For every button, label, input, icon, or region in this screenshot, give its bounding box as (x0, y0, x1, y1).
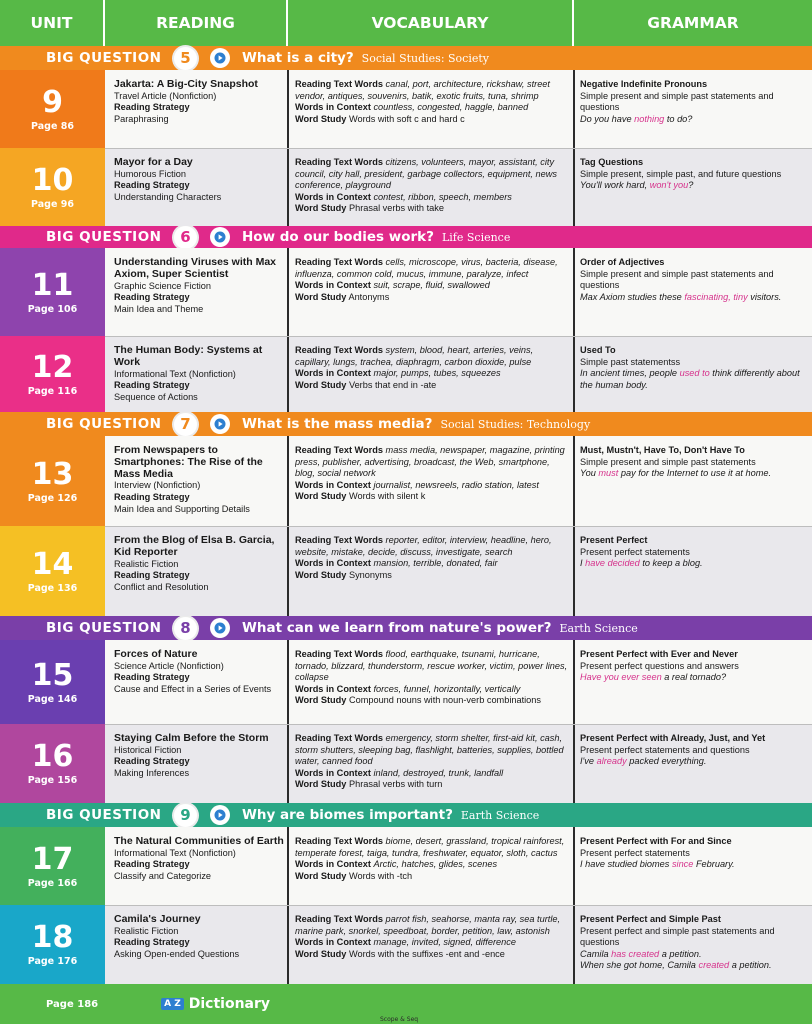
big-question-number: 5 (172, 45, 199, 72)
big-question-number: 7 (172, 411, 199, 438)
reading-type: Informational Text (Nonfiction) (114, 847, 236, 858)
vocabulary-cell (295, 836, 571, 904)
rtw-label: Reading Text Words (295, 345, 383, 355)
wic-label: Words in Context (295, 558, 371, 569)
big-question-number: 9 (172, 802, 199, 829)
grammar-example (580, 672, 806, 684)
wic-words: mansion, terrible, donated, fair (373, 558, 498, 569)
example-text: I have studied biomes (580, 859, 672, 870)
play-icon[interactable] (210, 227, 230, 247)
rtw-words: canal, port, architecture, rickshaw, street vendor, antiques, souvenirs, batik, exotic fruits, tuna, shrimp (295, 79, 550, 101)
reading-cell (114, 535, 284, 615)
grammar-cell (580, 345, 806, 411)
header-unit: UNIT (0, 0, 105, 46)
unit-number-block (0, 827, 105, 905)
rtw-words: flood, earthquake, tsunami, hurricane, tornado, blizzard, thunderstorm, rescue worker, victim, power lines, collapse (295, 649, 568, 683)
wic-words: inland, destroyed, trunk, landfall (373, 767, 504, 778)
reading-cell (114, 914, 284, 983)
grammar-cell (580, 649, 806, 723)
table-header (0, 0, 812, 46)
unit-page: Page 126 (27, 492, 78, 504)
wic-label: Words in Context (295, 280, 371, 291)
reading-type: Travel Article (Nonfiction) (114, 90, 217, 101)
example-highlight: fascinating, tiny (684, 291, 748, 302)
rtw-words: citizens, volunteers, mayor, assistant, city council, city hall, president, garbage collectors, equipment, news conference, playground (295, 157, 557, 191)
example-text: ? (688, 180, 694, 191)
column-divider (573, 640, 575, 803)
example-highlight: used to (679, 368, 710, 379)
example-highlight: must (598, 468, 619, 479)
grammar-example (580, 180, 806, 192)
wic-words: Arctic, hatches, glides, scenes (373, 859, 498, 870)
unit-number-block (0, 526, 105, 616)
reading-strategy-label: Reading Strategy (114, 859, 190, 870)
reading-cell (114, 257, 284, 335)
rtw-label: Reading Text Words (295, 836, 383, 846)
reading-title: Camila's Journey (114, 914, 201, 925)
ws-label: Word Study (295, 379, 347, 390)
reading-strategy: Main Idea and Theme (114, 303, 204, 314)
reading-cell (114, 445, 284, 525)
wic-words: forces, funnel, horizontally, vertically (373, 683, 521, 694)
row-divider (105, 148, 812, 149)
grammar-description: Present perfect and simple past statements and questions (580, 925, 775, 948)
big-question-subject: Life Science (441, 230, 511, 244)
example-text: You'll work hard, (580, 180, 650, 191)
example-highlight: nothing (634, 113, 665, 124)
grammar-description: Simple present and simple past statements and questions (580, 90, 774, 113)
ws-text: Phrasal verbs with take (348, 203, 444, 214)
reading-strategy: Paraphrasing (114, 113, 169, 124)
unit-number: 17 (31, 841, 74, 877)
reading-type: Historical Fiction (114, 744, 182, 755)
grammar-description: Present perfect questions and answers (580, 660, 739, 671)
big-question-label: BIG QUESTION (46, 229, 162, 245)
grammar-example (580, 114, 806, 126)
header-grammar: GRAMMAR (647, 14, 739, 32)
wic-label: Words in Context (295, 368, 371, 379)
example-text: Camila (580, 948, 612, 959)
rtw-label: Reading Text Words (295, 157, 383, 167)
unit-page: Page 156 (27, 775, 78, 786)
unit-page: Page 176 (27, 956, 78, 967)
play-icon[interactable] (210, 618, 230, 638)
ws-text: Compound nouns with noun-verb combinations (348, 695, 541, 706)
grammar-title: Present Perfect with For and Since (580, 836, 732, 846)
big-question-label: BIG QUESTION (46, 807, 162, 823)
dictionary-link[interactable]: Dictionary (188, 996, 271, 1012)
grammar-title: Used To (580, 345, 616, 355)
big-question-subject: Earth Science (559, 621, 638, 635)
reading-type: Informational Text (Nonfiction) (114, 368, 236, 379)
reading-type: Realistic Fiction (114, 558, 179, 569)
unit-number: 18 (31, 920, 74, 955)
reading-strategy-label: Reading Strategy (114, 756, 190, 767)
big-question-text: What can we learn from nature's power? (242, 620, 552, 636)
grammar-cell (580, 79, 806, 147)
reading-title: Staying Calm Before the Storm (114, 733, 269, 744)
vocabulary-cell (295, 535, 571, 615)
wic-label: Words in Context (295, 767, 371, 778)
grammar-cell (580, 157, 806, 225)
example-highlight: Have you ever seen (580, 672, 662, 683)
big-question-text: How do our bodies work? (242, 229, 434, 245)
unit-number-block (0, 148, 105, 226)
grammar-example (580, 756, 806, 768)
big-question-bar (0, 803, 812, 827)
big-question-subject: Social Studies: Technology (440, 417, 591, 431)
big-question-number: 8 (172, 615, 199, 642)
example-text: You (580, 468, 599, 479)
unit-number: 9 (42, 84, 63, 120)
reading-cell (114, 649, 284, 723)
example-text: When she got home, Camila (580, 960, 699, 971)
ws-text: Words with silent k (348, 491, 426, 502)
wic-label: Words in Context (295, 859, 371, 870)
rtw-label: Reading Text Words (295, 649, 383, 659)
grammar-title: Tag Questions (580, 157, 644, 167)
example-text: pay for the Internet to use it at home. (618, 468, 772, 479)
unit-number: 11 (31, 267, 74, 303)
wic-label: Words in Context (295, 937, 371, 948)
unit-page: Page 146 (27, 693, 78, 705)
big-question-number: 6 (172, 224, 199, 251)
big-question-text: What is the mass media? (242, 416, 433, 432)
unit-page: Page 136 (27, 582, 78, 594)
grammar-example (580, 468, 806, 480)
reading-type: Humorous Fiction (114, 168, 186, 179)
header-vocabulary: VOCABULARY (288, 0, 574, 46)
unit-number: 12 (31, 349, 74, 385)
unit-number-block (0, 70, 105, 148)
rtw-label: Reading Text Words (295, 257, 383, 267)
reading-type: Realistic Fiction (114, 925, 179, 936)
big-question-text: What is a city? (242, 50, 354, 66)
reading-strategy: Cause and Effect in a Series of Events (114, 683, 272, 694)
reading-strategy: Conflict and Resolution (114, 581, 209, 592)
big-question-label: BIG QUESTION (46, 620, 162, 636)
ws-label: Word Study (295, 695, 347, 706)
rtw-words: system, blood, heart, arteries, veins, capillary, lungs, trachea, diaphragm, carbon dioxide, pulse (295, 345, 534, 367)
vocabulary-cell (295, 79, 571, 147)
grammar-description: Present perfect statements (580, 546, 690, 557)
wic-words: contest, ribbon, speech, members (373, 191, 512, 202)
grammar-title: Present Perfect and Simple Past (580, 914, 721, 924)
ws-text: Words with the suffixes -ent and -ence (348, 948, 505, 959)
rtw-label: Reading Text Words (295, 733, 383, 743)
reading-strategy: Making Inferences (114, 767, 190, 778)
vocabulary-cell (295, 733, 571, 802)
vocabulary-cell (295, 157, 571, 225)
example-text: to do? (664, 113, 693, 124)
vocabulary-cell (295, 345, 571, 411)
reading-strategy: Sequence of Actions (114, 391, 198, 402)
column-divider (287, 640, 289, 803)
example-highlight: won't you (649, 180, 689, 191)
grammar-title: Negative Indefinite Pronouns (580, 79, 708, 89)
rtw-words: mass media, newspaper, magazine, printing press, publisher, advertising, broadcast, the Web, smartphone, blog, social network (295, 445, 565, 479)
ws-text: Antonyms (348, 291, 390, 302)
vocabulary-cell (295, 257, 571, 335)
unit-number: 10 (31, 162, 74, 198)
vocabulary-cell (295, 445, 571, 525)
grammar-description: Simple present and simple past statements and questions (580, 268, 774, 291)
unit-number-block (0, 336, 105, 412)
reading-title: The Human Body: Systems at Work (114, 345, 263, 368)
reading-strategy: Understanding Characters (114, 191, 222, 202)
grammar-example (580, 949, 806, 961)
reading-title: From the Blog of Elsa B. Garcia, Kid Reporter (114, 535, 275, 558)
rtw-words: biome, desert, grassland, tropical rainforest, temperate forest, taiga, tundra, freshwater, equator, sloth, cactus (295, 836, 565, 858)
reading-cell (114, 345, 284, 411)
grammar-example (580, 960, 806, 972)
unit-number-block (0, 724, 105, 803)
big-question-subject: Social Studies: Society (361, 51, 490, 65)
example-text: In ancient times, people (580, 368, 680, 379)
example-highlight: since (671, 859, 694, 870)
example-text: I (580, 558, 586, 569)
unit-number: 13 (31, 456, 74, 492)
example-text: I've (580, 756, 597, 767)
wic-words: journalist, newsreels, radio station, latest (373, 479, 539, 490)
play-icon[interactable] (210, 805, 230, 825)
example-text: a petition. (659, 948, 702, 959)
ws-label: Word Study (295, 569, 347, 580)
reading-cell (114, 79, 284, 147)
example-highlight: already (596, 756, 627, 767)
example-text: think differently about the human body. (580, 368, 800, 390)
grammar-title: Present Perfect (580, 535, 648, 545)
footer-dictionary[interactable] (0, 984, 812, 1024)
reading-strategy: Asking Open-ended Questions (114, 948, 240, 959)
reading-strategy: Main Idea and Supporting Details (114, 503, 250, 514)
grammar-description: Simple present and simple past statements (580, 456, 756, 467)
reading-title: Mayor for a Day (114, 157, 193, 168)
play-icon[interactable] (210, 48, 230, 68)
reading-cell (114, 157, 284, 225)
big-question-bar (0, 226, 812, 248)
example-text: visitors. (747, 291, 782, 302)
grammar-title: Present Perfect with Ever and Never (580, 649, 738, 659)
big-question-bar (0, 616, 812, 640)
reading-strategy-label: Reading Strategy (114, 380, 190, 391)
grammar-description: Present perfect statements (580, 847, 690, 858)
footer-tiny-text: Scope & Seq (380, 1016, 419, 1023)
rtw-words: parrot fish, seahorse, manta ray, sea turtle, marine park, snorkel, speedboat, border, petition, law, astonish (295, 914, 561, 936)
grammar-example (580, 859, 806, 871)
big-question-bar (0, 412, 812, 436)
wic-words: major, pumps, tubes, squeezes (373, 368, 501, 379)
unit-number-block (0, 905, 105, 984)
wic-label: Words in Context (295, 683, 371, 694)
column-divider (573, 248, 575, 412)
wic-label: Words in Context (295, 479, 371, 490)
reading-title: Forces of Nature (114, 649, 198, 660)
unit-number: 15 (31, 657, 74, 693)
grammar-title: Present Perfect with Already, Just, and Yet (580, 733, 766, 743)
row-divider (105, 526, 812, 527)
unit-page: Page 116 (27, 385, 78, 397)
wic-words: suit, scrape, fluid, swallowed (373, 280, 490, 291)
ws-text: Words with -tch (348, 870, 413, 881)
grammar-description: Simple past statementss (580, 356, 681, 367)
grammar-description: Simple present, simple past, and future questions (580, 168, 782, 179)
reading-type: Graphic Science Fiction (114, 280, 212, 291)
rtw-label: Reading Text Words (295, 79, 383, 89)
grammar-description: Present perfect statements and questions (580, 744, 750, 755)
ws-label: Word Study (295, 491, 347, 502)
example-highlight: has created (611, 948, 660, 959)
example-text: packed everything. (626, 756, 707, 767)
example-text: February. (693, 859, 735, 870)
rtw-label: Reading Text Words (295, 914, 383, 924)
big-question-text: Why are biomes important? (242, 807, 453, 823)
play-icon[interactable] (210, 414, 230, 434)
rtw-words: cells, microscope, virus, bacteria, disease, influenza, common cold, mucus, immune, paralyze, infect (295, 257, 558, 279)
grammar-example (580, 558, 806, 570)
wic-words: countless, congested, haggle, banned (373, 102, 529, 113)
unit-number: 14 (31, 546, 74, 582)
reading-strategy: Classify and Categorize (114, 870, 212, 881)
grammar-cell (580, 257, 806, 335)
rtw-label: Reading Text Words (295, 445, 383, 455)
footer-page: Page 186 (46, 998, 99, 1010)
ws-label: Word Study (295, 203, 347, 214)
big-question-label: BIG QUESTION (46, 416, 162, 432)
reading-strategy-label: Reading Strategy (114, 102, 190, 113)
reading-strategy-label: Reading Strategy (114, 937, 190, 948)
az-icon: A Z (161, 998, 184, 1010)
rtw-words: reporter, editor, interview, headline, hero, website, mistake, decide, discuss, investigate, search (295, 535, 552, 557)
unit-page: Page 106 (27, 303, 78, 315)
wic-label: Words in Context (295, 191, 371, 202)
reading-strategy-label: Reading Strategy (114, 491, 190, 502)
reading-title: The Natural Communities of Earth (114, 836, 284, 847)
example-highlight: created (698, 960, 730, 971)
reading-cell (114, 836, 284, 904)
reading-strategy-label: Reading Strategy (114, 672, 190, 683)
grammar-title: Order of Adjectives (580, 257, 665, 267)
unit-number: 16 (31, 739, 74, 774)
grammar-cell (580, 445, 806, 525)
ws-label: Word Study (295, 779, 347, 790)
ws-text: Synonyms (348, 569, 392, 580)
reading-title: Jakarta: A Big-City Snapshot (114, 79, 258, 90)
row-divider (105, 905, 812, 906)
example-text: a petition. (729, 960, 772, 971)
reading-strategy-label: Reading Strategy (114, 570, 190, 581)
grammar-cell (580, 733, 806, 802)
reading-strategy-label: Reading Strategy (114, 292, 190, 303)
unit-page: Page 86 (31, 120, 74, 132)
grammar-example (580, 368, 806, 391)
big-question-label: BIG QUESTION (46, 50, 162, 66)
unit-number-block (0, 640, 105, 724)
header-reading: READING (105, 0, 288, 46)
ws-label: Word Study (295, 870, 347, 881)
grammar-cell (580, 836, 806, 904)
grammar-cell (580, 914, 806, 983)
unit-number-block (0, 248, 105, 336)
reading-cell (114, 733, 284, 802)
ws-text: Words with soft c and hard c (348, 113, 465, 124)
unit-number-block (0, 436, 105, 526)
reading-title: From Newspapers to Smartphones: The Rise of the Mass Media (114, 445, 263, 480)
example-text: Do you have (580, 113, 635, 124)
ws-label: Word Study (295, 948, 347, 959)
rtw-words: emergency, storm shelter, first-aid kit, cash, storm shutters, sleeping bag, flashlight, batteries, supplies, bottled water, canned food (295, 733, 564, 767)
example-text: a real tornado? (661, 672, 727, 683)
reading-type: Science Article (Nonfiction) (114, 660, 224, 671)
example-text: Max Axiom studies these (580, 291, 685, 302)
row-divider (105, 336, 812, 337)
unit-page: Page 166 (27, 877, 78, 889)
ws-label: Word Study (295, 291, 347, 302)
big-question-subject: Earth Science (460, 808, 540, 822)
ws-text: Phrasal verbs with turn (348, 779, 443, 790)
example-highlight: have decided (585, 558, 640, 569)
grammar-title: Must, Mustn't, Have To, Don't Have To (580, 445, 745, 455)
unit-page: Page 96 (31, 198, 74, 210)
reading-strategy-label: Reading Strategy (114, 180, 190, 191)
big-question-bar (0, 46, 812, 70)
ws-label: Word Study (295, 113, 347, 124)
reading-title: Understanding Viruses with Max Axiom, Super Scientist (114, 257, 277, 280)
grammar-example (580, 292, 806, 304)
ws-text: Verbs that end in -ate (348, 379, 437, 390)
grammar-cell (580, 535, 806, 615)
rtw-label: Reading Text Words (295, 535, 383, 545)
row-divider (105, 724, 812, 725)
vocabulary-cell (295, 649, 571, 723)
vocabulary-cell (295, 914, 571, 983)
example-text: to keep a blog. (639, 558, 703, 569)
wic-words: manage, invited, signed, difference (373, 937, 516, 948)
reading-type: Interview (Nonfiction) (114, 480, 201, 491)
column-divider (287, 248, 289, 412)
wic-label: Words in Context (295, 102, 371, 113)
